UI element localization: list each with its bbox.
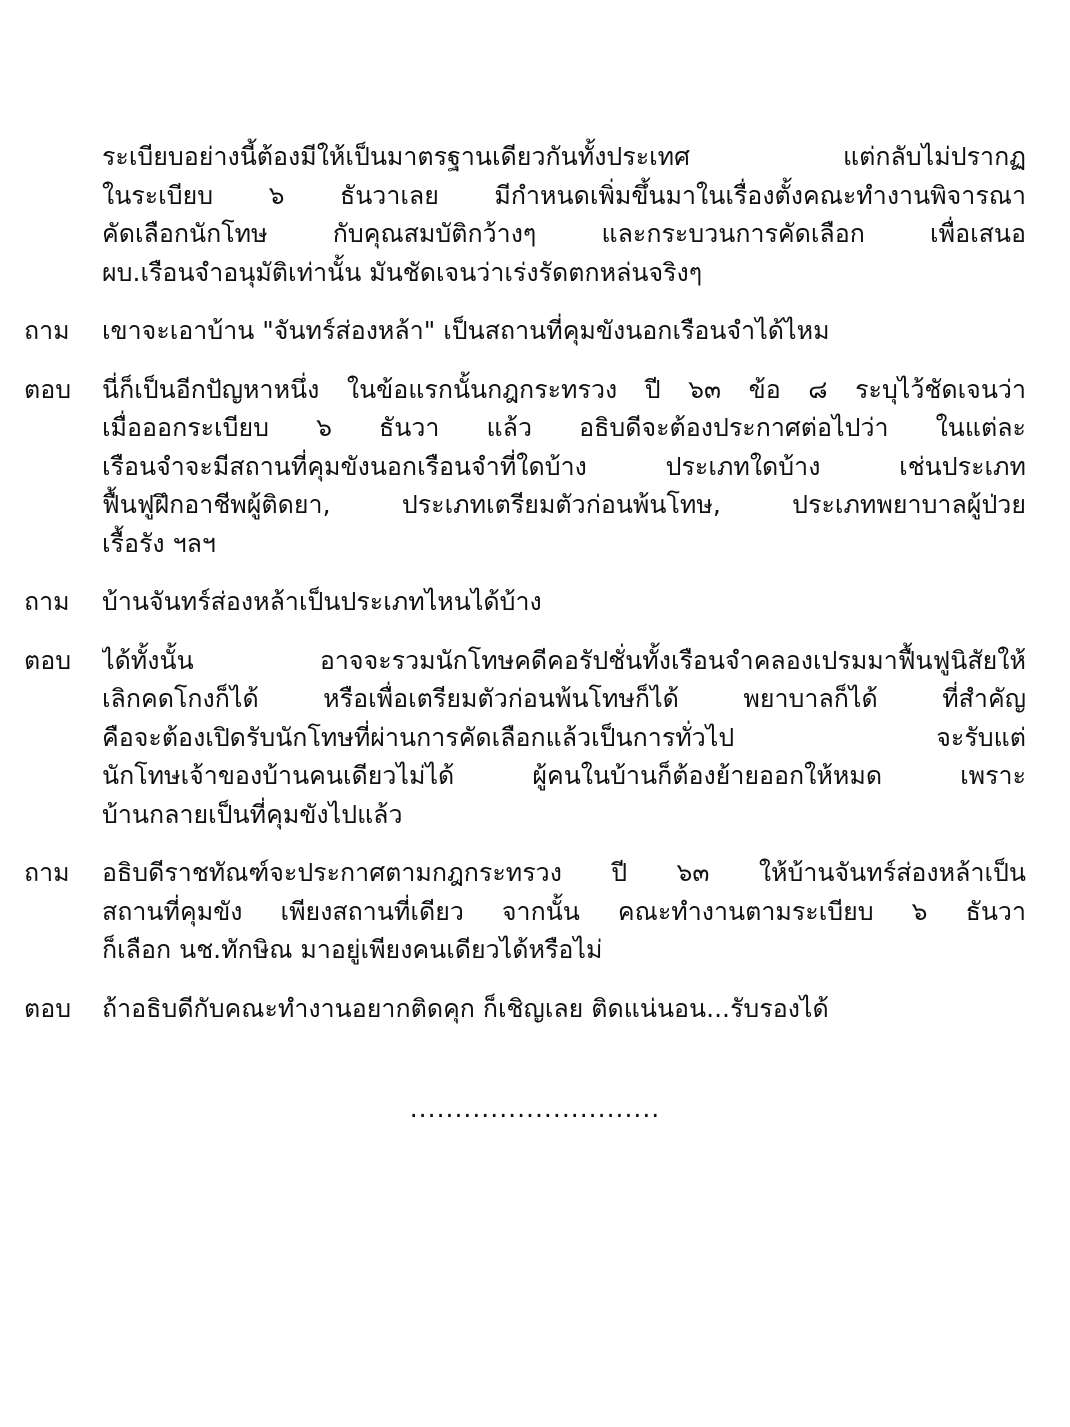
paragraph-line: ฟื้นฟูฝึกอาชีพผู้ติดยา, ประเภทเตรียมตัวก่อนพ้นโทษ, ประเภทพยาบาลผู้ป่วย (102, 490, 1026, 519)
paragraph-line: คือจะต้องเปิดรับนักโทษที่ผ่านการคัดเลือกแล้วเป็นการทั่วไป จะรับแต่ (102, 722, 1026, 752)
paragraph-line: ในระเบียบ ๖ ธันวาเลย มีกำหนดเพิ่มขึ้นมาในเรื่องตั้งคณะทำงานพิจารณา (102, 180, 1026, 210)
paragraph (102, 312, 1026, 351)
paragraph (102, 138, 1026, 292)
paragraph (102, 642, 1026, 835)
paragraph-line: สถานที่คุมขัง เพียงสถานที่เดียว จากนั้น คณะทำงานตามระเบียบ ๖ ธันวา (102, 896, 1026, 926)
qa-block (0, 371, 1070, 564)
speaker-label: ถาม (24, 858, 70, 887)
paragraph (102, 854, 1026, 970)
paragraph-line: ถ้าอธิบดีกับคณะทำงานอยากติดคุก ก็เชิญเลย ติดแน่นอน...รับรองได้ (102, 993, 829, 1023)
speaker-label: ตอบ (24, 645, 72, 675)
qa-block (0, 854, 1070, 970)
qa-block (0, 312, 1070, 351)
paragraph-line: ระเบียบอย่างนี้ต้องมีให้เป็นมาตรฐานเดียวกันทั้งประเทศ แต่กลับไม่ปรากฏ (102, 142, 1026, 171)
speaker-label: ตอบ (24, 374, 72, 404)
paragraph-line: บ้านจันทร์ส่องหล้าเป็นประเภทไหนได้บ้าง (102, 587, 542, 616)
paragraph-line: เรือนจำจะมีสถานที่คุมขังนอกเรือนจำที่ใดบ้าง ประเภทใดบ้าง เช่นประเภท (102, 451, 1026, 481)
speaker-label: ตอบ (24, 993, 72, 1023)
paragraph-line: ก็เลือก นช.ทักษิณ มาอยู่เพียงคนเดียวได้หรือไม่ (102, 935, 603, 964)
ending-dots: ............................ (409, 1094, 661, 1123)
paragraph-line: อธิบดีราชทัณฑ์จะประกาศตามกฎกระทรวง ปี ๖๓ ให้บ้านจันทร์ส่องหล้าเป็น (102, 858, 1026, 887)
paragraph-line: นี่ก็เป็นอีกปัญหาหนึ่ง ในข้อแรกนั้นกฎกระทรวง ปี ๖๓ ข้อ ๘ ระบุไว้ชัดเจนว่า (102, 374, 1026, 404)
qa-block (0, 583, 1070, 622)
paragraph-line: บ้านกลายเป็นที่คุมขังไปแล้ว (102, 799, 403, 829)
paragraph-line: เรื้อรัง ฯลฯ (102, 528, 216, 558)
paragraph-line: เลิกคดโกงก็ได้ หรือเพื่อเตรียมตัวก่อนพ้นโทษก็ได้ พยาบาลก็ได้ ที่สำคัญ (102, 684, 1026, 713)
qa-block (0, 642, 1070, 835)
paragraph (102, 583, 1026, 622)
document-body (0, 138, 1070, 1048)
paragraph-line: คัดเลือกนักโทษ กับคุณสมบัติกว้างๆ และกระบวนการคัดเลือก เพื่อเสนอ (102, 219, 1026, 248)
speaker-label: ถาม (24, 587, 70, 616)
paragraph (102, 371, 1026, 564)
speaker-label: ถาม (24, 316, 70, 345)
paragraph-line: นักโทษเจ้าของบ้านคนเดียวไม่ได้ ผู้คนในบ้านก็ต้องย้ายออกให้หมด เพราะ (102, 761, 1026, 790)
paragraph-line: ได้ทั้งนั้น อาจจะรวมนักโทษคดีคอรัปชั่นทั้งเรือนจำคลองเปรมมาฟื้นฟูนิสัยให้ (102, 645, 1026, 675)
paragraph-line: ผบ.เรือนจำอนุมัติเท่านั้น มันชัดเจนว่าเร่งรัดตกหล่นจริงๆ (102, 257, 703, 287)
qa-block (0, 990, 1070, 1029)
paragraph-line: เขาจะเอาบ้าน "จันทร์ส่องหล้า" เป็นสถานที่คุมขังนอกเรือนจำได้ไหม (102, 316, 830, 345)
qa-block (0, 138, 1070, 292)
paragraph-line: เมื่อออกระเบียบ ๖ ธันวา แล้ว อธิบดีจะต้องประกาศต่อไปว่า ในแต่ละ (102, 413, 1026, 442)
paragraph (102, 990, 1026, 1029)
